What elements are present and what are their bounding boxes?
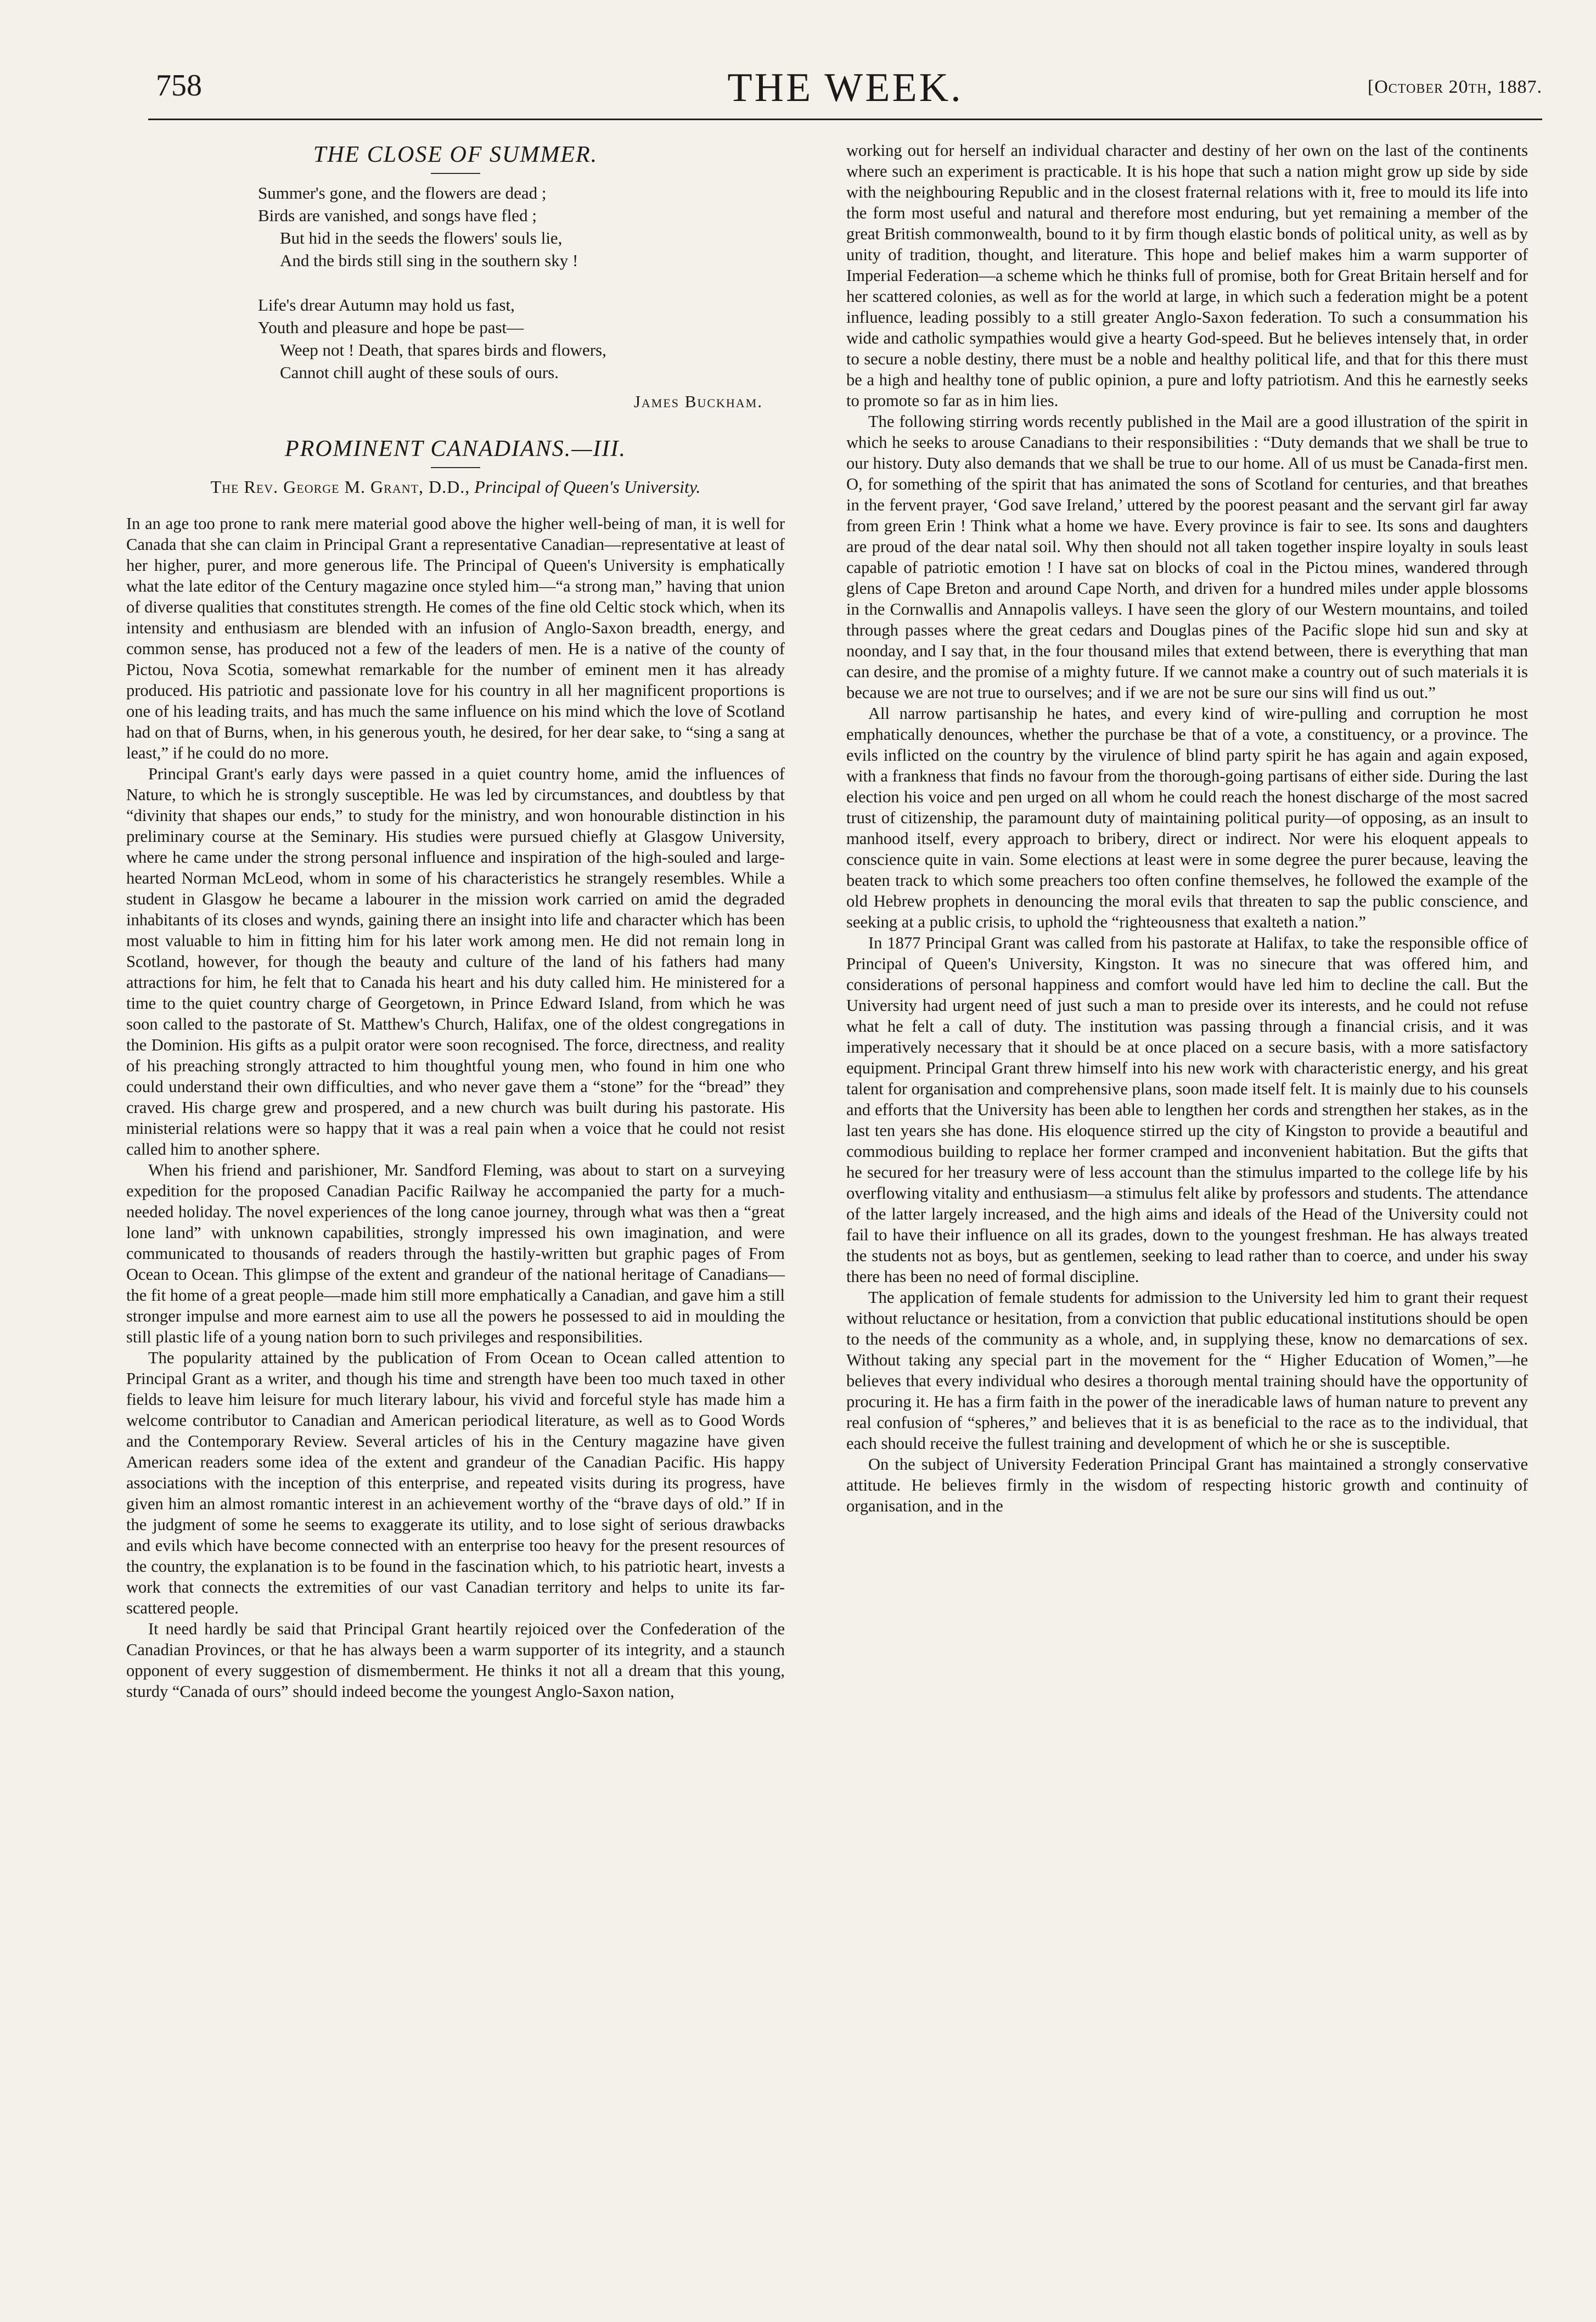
article-title: PROMINENT CANADIANS.—III. [284, 436, 627, 462]
left-column [126, 140, 785, 1702]
paragraph: Principal Grant's early days were passed in a quiet country home, amid the influences of Nature, to which he is strongly susceptible. He was led by circumstances, and doubtless by that “divinity that shapes our ends,” to study for the ministry, and won honourable distinction in his preliminary course at the Seminary. His studies were pursued chiefly at Glasgow University, where he came under the strong personal influence and inspiration of the high-souled and large-hearted Norman McLeod, whom in some of his characteristics he strangely resembles. While a student in Glasgow he became a labourer in the mission work carried on amid the degraded inhabitants of its closes and wynds, gaining there an insight into life and character which has been most valuable to him in fitting him for his later work among men. He did not remain long in Scotland, however, for though the beauty and culture of the land of his fathers had many attractions for him, he felt that to Canada his heart and his duty called him. He ministered for a time to the quiet country charge of Georgetown, in Prince Edward Island, from which he was soon called to the pastorate of St. Matthew's Church, Halifax, one of the oldest congregations in the Dominion. His gifts as a pulpit orator were soon recognised. The force, directness, and reality of his preaching strongly attracted to him thoughtful young men, who found in him one who could understand their own difficulties, and who never gave them a “stone” for the “bread” they craved. His charge grew and prospered, and a new church was built during his pastorate. His ministerial relations were so happy that it was a real pain when a voice that he could not resist called him to another sphere. [126, 764, 785, 1159]
paragraph: In 1877 Principal Grant was called from his pastorate at Halifax, to take the responsible office of Principal of Queen's University, Kingston. It was no sinecure that was offered him, and considerations of personal happiness and comfort would have led him to decline the call. But the University had urgent need of just such a man to preside over its interests, and he could not refuse what he felt a call of duty. The institution was passing through a financial crisis, and it was imperatively necessary that it should be at once placed on a secure basis, with a more satisfactory equipment. Principal Grant threw himself into his new work with characteristic energy, and his great talent for organisation and comprehensive plans, soon made itself felt. It is mainly due to his counsels and efforts that the University has been able to lengthen her cords and strengthen her stakes, as in the last ten years she has done. His eloquence stirred up the city of Kingston to provide a beautiful and commodious building to replace her former cramped and inconvenient habitation. But the gifts that he secured for her treasury were of less account than the stimulus imparted to the college life by his overflowing vitality and enthusiasm—a stimulus felt alike by professors and students. The attendance of the latter largely increased, and the high aims and ideals of the Head of the University could not fail to have their influence on all its grades, down to the youngest freshman. He has always treated the students not as boys, but as gentlemen, seeking to lead rather than to coerce, and under his sway there has been no need of formal discipline. [846, 934, 1528, 1286]
poem-line: Birds are vanished, and songs have fled ; [258, 206, 537, 225]
poem-line: And the birds still sing in the southern sky ! [280, 251, 578, 270]
poem-line: Youth and pleasure and hope be past— [258, 318, 524, 337]
poem-line: But hid in the seeds the flowers' souls lie, [280, 228, 563, 248]
paragraph: When his friend and parishioner, Mr. Sandford Fleming, was about to start on a surveying expedition for the proposed Canadian Pacific Railway he accompanied the party for a much-needed holiday. The novel experiences of the long canoe journey, through what was then a “great lone land” with unknown capabilities, strongly impressed his own imagination, and were communicated to thousands of readers through the hastily-written but graphic pages of From Ocean to Ocean. This glimpse of the extent and grandeur of the national heritage of Canadians—the fit home of a great people—made him still more emphatically a Canadian, and gave him a still stronger impulse and more earnest aim to use all the powers he possessed to aid in moulding the still plastic life of a young nation born to such privileges and responsibilities. [126, 1161, 785, 1346]
poem-title: THE CLOSE OF SUMMER. [313, 142, 598, 167]
journal-title: THE WEEK. [727, 65, 963, 110]
poem-title-rule [431, 173, 480, 174]
paragraph: The application of female students for admission to the University led him to grant their request without reluctance or hesitation, from a conviction that public educational institutions should be open to the needs of the community as a whole, and, in supplying these, know no demarcations of sex. Without taking any special part in the movement for the “ Higher Education of Women,”—he believes that every individual who desires a thorough mental training should have the opportunity of procuring it. He has a firm faith in the power of the ineradicable laws of human nature to prevent any real confusion of “spheres,” and believes that it is as beneficial to the race as to the individual, that each should receive the fullest training and development of which he or she is susceptible. [846, 1288, 1528, 1453]
poem-body [258, 182, 785, 384]
byline-role: Principal of Queen's University. [474, 477, 701, 497]
poem-line: Weep not ! Death, that spares birds and flowers, [280, 340, 606, 359]
paragraph: On the subject of University Federation Principal Grant has maintained a strongly conservative attitude. He believes firmly in the wisdom of respecting historic growth and continuity of organisation, and in the [846, 1455, 1528, 1515]
header-rule [148, 119, 1542, 120]
article-title-rule [431, 467, 480, 468]
byline-name: The Rev. George M. Grant, D.D., [210, 477, 470, 497]
paragraph: All narrow partisanship he hates, and every kind of wire-pulling and corruption he most emphatically denounces, whether the purchase be that of a vote, a constituency, or a province. The evils inflicted on the country by the virulence of blind party spirit he has again and again exposed, with a frankness that finds no favour from the thorough-going partisans of either side. During the last election his voice and pen urged on all whom he could reach the honest discharge of the most sacred trust of citizenship, the paramount duty of maintaining political purity—of opposing, as an insult to manhood itself, every approach to bribery, direct or indirect. Nor were his eloquent appeals to conscience quite in vain. Some elections at least were in some degree the purer because, leaving the beaten track to which some preachers too often confine themselves, he followed the example of the old Hebrew prophets in denouncing the moral evils that threaten to sap the public conscience, and seeking at a public crisis, to uphold the “righteousness that exalteth a nation.” [846, 704, 1528, 931]
poem-line: Summer's gone, and the flowers are dead ; [258, 183, 547, 203]
page-header [148, 65, 1542, 120]
poem-author: James Buckham. [633, 392, 763, 411]
paragraph: It need hardly be said that Principal Grant heartily rejoiced over the Confederation of the Canadian Provinces, or that he has always been a warm supporter of its integrity, and a staunch opponent of every suggestion of dismemberment. He thinks it not all a dream that this young, sturdy “Canada of ours” should indeed become the youngest Anglo-Saxon nation, [126, 1620, 785, 1701]
poem-line: Cannot chill aught of these souls of ours. [280, 363, 559, 382]
page-number: 758 [156, 69, 202, 103]
poem-stanza-1 [258, 182, 785, 272]
issue-date: [October 20th, 1887. [1367, 77, 1542, 97]
poem-line: Life's drear Autumn may hold us fast, [258, 295, 515, 314]
paragraph: working out for herself an individual character and destiny of her own on the last of the continents where such an experiment is practicable. It is his hope that such a nation might grow up side by side with the neighbouring Republic and in the closest fraternal relations with it, free to mould its life into the form most useful and natural and therefore most enduring, but yet remaining a member of the great British commonwealth, bound to it by firm though elastic bonds of political unity, as well as by unity of tradition, thought, and literature. This hope and belief makes him a warm supporter of Imperial Federation—a scheme which he thinks full of promise, both for Great Britain herself and for her scattered colonies, as well as for the world at large, in which such a federation might be a potent influence, leading possibly to a still greater Anglo-Saxon federation. To such a consummation his wide and catholic sympathies would give a hearty God-speed. But he believes intensely that, in order to secure a noble destiny, there must be a noble and healthy political life, and that for this there must be a high and healthy tone of public opinion, a pure and lofty patriotism. And this he earnestly seeks to promote so far as in him lies. [846, 141, 1528, 410]
article-byline [126, 476, 785, 498]
right-column [846, 140, 1528, 1516]
paragraph: In an age too prone to rank mere material good above the higher well-being of man, it is well for Canada that she can claim in Principal Grant a representative Canadian—representative at least of her higher, purer, and more generous life. The Principal of Queen's University is emphatically what the late editor of the Century magazine once styled him—“a strong man,” having that union of diverse qualities that constitutes strength. He comes of the fine old Celtic stock which, when its intensity and enthusiasm are blended with an infusion of Anglo-Saxon breadth, energy, and common sense, has produced not a few of the leaders of men. He is a native of the county of Pictou, Nova Scotia, somewhat remarkable for the number of eminent men it has already produced. His patriotic and passionate love for his country in all her magnificent proportions is one of his leading traits, and has much the same influence on his mind which the love of Scotland had on that of Burns, when, in his generous youth, he desired, for her dear sake, to “sing a sang at least,” if he could do no more. [126, 514, 785, 762]
paragraph: The popularity attained by the publication of From Ocean to Ocean called attention to Principal Grant as a writer, and though his time and strength have been too much taxed in other fields to leave him leisure for much literary labour, his vivid and forceful style has made him a welcome contributor to Canadian and American periodical literature, as well as to Good Words and the Contemporary Review. Several articles of his in the Century magazine have given American readers some idea of the extent and grandeur of the Canadian Pacific. His happy associations with the inception of this enterprise, and repeated visits during its progress, have given him an almost romantic interest in an achievement worthy of the “brave days of old.” If in the judgment of some he seems to exaggerate its utility, and to lose sight of serious drawbacks and evils which have become connected with an enterprise too heavy for the present resources of the country, the explanation is to be found in the fascination which, to his patriotic heart, invests a work that connects the extremities of our vast Canadian territory and helps to unite its far-scattered people. [126, 1348, 785, 1617]
paragraph: The following stirring words recently published in the Mail are a good illustration of the spirit in which he seeks to arouse Canadians to their responsibilities : “Duty demands that we shall be true to our history. Duty also demands that we shall be true to our home. All of us must be Canada-first men. O, for something of the spirit that has animated the sons of Scotland for centuries, and that breathes in the fervent prayer, ‘God save Ireland,’ uttered by the poorest peasant and the servant girl far away from green Erin ! Think what a home we have. Every province is fair to see. Its sons and daughters are proud of the dear natal soil. Why then should not all taken together inspire loyalty in souls least capable of patriotic emotion ! I have sat on blocks of coal in the Pictou mines, wandered through glens of Cape Breton and around Cape North, and driven for a hundred miles under apple blossoms in the Cornwallis and Annapolis valleys. I have seen the glory of our Western mountains, and toiled through passes where the great cedars and Douglas pines of the Pacific slope hid sun and sky at noonday, and I say that, in the four thousand miles that extend between, there is everything that man can desire, and the promise of a mighty future. If we cannot make a country out of such materials it is because we are not true to ourselves; and if we are not be sure our sins will find us out.” [846, 412, 1528, 702]
poem-stanza-2 [258, 294, 785, 384]
